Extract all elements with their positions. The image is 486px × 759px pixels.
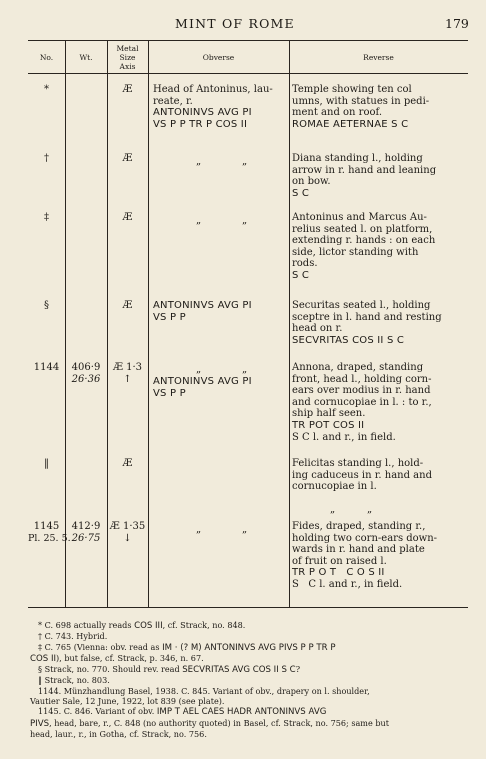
footnote-continuation: [30, 653, 470, 664]
reverse-line: Felicitas standing l., hold-: [292, 458, 424, 469]
obverse-legend: ANTONINVS AVG PI: [153, 300, 252, 311]
footnote-text: , head, bare, r., C. 848 (no authority quoted) in Basel, cf. Strack, no. 756; same but: [49, 717, 389, 728]
footnote-text: ‡ C. 765 (Vienna: obv. read as: [38, 641, 163, 652]
obverse-line: reate, r.: [153, 95, 193, 107]
reverse-description: [292, 458, 432, 493]
axis-arrow-icon: ↓: [123, 532, 132, 544]
row-metal: Æ: [122, 153, 133, 164]
footnote: [30, 706, 470, 717]
reverse-line: rods.: [292, 258, 318, 270]
reverse-legend: TR P O T C O S II: [292, 567, 385, 579]
ditto-mark: „: [242, 524, 248, 535]
row-no: †: [44, 153, 49, 164]
reverse-legend: ROMAE AETERNAE S C: [292, 118, 409, 130]
footnote-legend: IMP T AEL CAES HADR ANTONINVS AVG: [156, 707, 327, 718]
reverse-line: head on r.: [292, 323, 343, 335]
header-axis-line: Axis: [119, 62, 136, 71]
footnote-text: 1145. C. 846. Variant of obv.: [38, 706, 157, 717]
obverse-legend: ANTONINVS AVG PI: [153, 376, 252, 387]
reverse-line: ment and on roof.: [292, 107, 383, 119]
footnote-legend: IM · (? M) ANTONINVS AVG PIVS P P TR P: [162, 642, 336, 653]
obverse-legend: VS P P TR P COS II: [153, 118, 248, 130]
row-no: [28, 521, 71, 544]
reverse-line: S C l. and r., in field.: [292, 431, 396, 443]
table-header-rule: [28, 73, 468, 74]
obverse-description: [153, 376, 252, 399]
reverse-line: holding two corn-ears down-: [292, 532, 438, 544]
reverse-line: ears over modius in r. hand: [292, 385, 431, 397]
reverse-line: wards in r. hand and plate: [292, 544, 425, 556]
row-weight: [65, 362, 107, 385]
reverse-line: S C l. and r., in field.: [292, 578, 403, 590]
footnote-text: ‖ Strack, no. 803.: [38, 675, 110, 686]
obverse-legend: VS P P: [153, 387, 186, 399]
footnote: [30, 631, 470, 641]
footnote: [30, 642, 470, 653]
running-head: [0, 16, 486, 32]
row-metal: [107, 521, 148, 544]
reverse-line: on bow.: [292, 176, 331, 188]
footnotes: [30, 620, 470, 739]
footnote-text: Vautier Sale, 12 June, 1922, lot 839 (see plate).: [30, 696, 225, 707]
footnote-text: 1144. Münzhandlung Basel, 1938. C. 845. Variant of obv., drapery on l. shoulder,: [38, 685, 370, 696]
footnote-text: § Strack, no. 770. Should rev. read: [38, 664, 183, 675]
entry-number: 1145: [33, 521, 60, 532]
footnote-legend: SECVRITAS AVG COS II S C: [182, 665, 296, 676]
reverse-line: and cornucopiae in l. : to r.,: [292, 396, 432, 408]
reverse-line: extending r. hands : on each: [292, 235, 436, 247]
header-wt: Wt.: [79, 53, 93, 62]
row-metal: Æ: [122, 458, 133, 469]
reverse-description: [292, 300, 442, 346]
weight-grammes: 26·75: [71, 532, 101, 544]
footnote-text: * C. 698 actually reads: [38, 620, 135, 630]
reverse-line: Antoninus and Marcus Au-: [292, 212, 427, 223]
reverse-line: Temple showing ten col: [292, 84, 412, 95]
reverse-line: ing caduceus in r. hand and: [292, 469, 432, 481]
obverse-line: Head of Antoninus, lau-: [153, 84, 273, 95]
reverse-line: cornucopiae in l.: [292, 481, 377, 493]
page-title: MINT OF ROME: [175, 16, 295, 31]
reverse-line: relius seated l. on platform,: [292, 223, 433, 235]
column-divider: [289, 40, 290, 607]
footnote: [30, 620, 470, 631]
header-obverse: Obverse: [202, 53, 235, 62]
table-top-rule: [28, 40, 468, 41]
reverse-line: arrow in r. hand and leaning: [292, 164, 437, 176]
ditto-mark: „: [196, 215, 202, 226]
reverse-line: side, lictor standing with: [292, 246, 419, 258]
ditto-mark: „: [196, 524, 202, 535]
footnote-continuation: [30, 729, 470, 739]
ditto-mark: „: [196, 156, 202, 167]
reverse-description: [292, 521, 437, 591]
row-weight: [65, 521, 107, 544]
row-metal: [107, 362, 148, 385]
row-no: §: [44, 300, 49, 311]
row-metal: Æ: [122, 84, 133, 95]
reverse-line: Fides, draped, standing r.,: [292, 521, 426, 532]
footnote-text: , cf. Strack, no. 848.: [162, 620, 246, 630]
reverse-line: Annona, draped, standing: [292, 362, 424, 373]
obverse-description: [153, 300, 252, 323]
reverse-description: [292, 362, 432, 443]
page-number: 179: [445, 16, 469, 31]
plate-reference: Pl. 25. 5.: [28, 532, 71, 544]
footnote-legend: COS II: [30, 653, 57, 664]
reverse-line: front, head l., holding corn-: [292, 373, 432, 385]
reverse-legend: S C: [292, 269, 310, 281]
header-metal: [107, 44, 148, 71]
footnote: [30, 686, 470, 696]
reverse-line: umns, with statues in pedi-: [292, 95, 430, 107]
reverse-legend: SECVRITAS COS II S C: [292, 334, 405, 346]
ditto-mark: „: [196, 364, 202, 375]
metal-size: Æ 1·35: [109, 521, 146, 532]
footnote-continuation: [30, 696, 470, 706]
header-reverse: Reverse: [363, 53, 394, 62]
reverse-description: [292, 212, 435, 282]
footnote-text: head, laur., r., in Gotha, cf. Strack, no. 756.: [30, 728, 207, 739]
reverse-line: Diana standing l., holding: [292, 153, 423, 164]
footnote-legend: COS III: [134, 621, 163, 631]
row-no: *: [44, 84, 49, 95]
row-metal: Æ: [122, 300, 133, 311]
column-divider: [148, 40, 149, 607]
weight-grammes: 26·36: [71, 373, 101, 385]
header-metal-line: Metal: [116, 44, 139, 53]
ditto-mark: „: [242, 215, 248, 226]
header-no: No.: [39, 53, 54, 62]
reverse-legend: TR POT COS II: [292, 419, 365, 431]
footnote: [30, 675, 470, 685]
obverse-legend: VS P P: [153, 311, 186, 323]
ditto-mark: „ „: [330, 504, 373, 515]
ditto-mark: „: [242, 364, 248, 375]
footnote-legend: PIVS: [30, 718, 50, 729]
table-bottom-rule: [28, 607, 468, 608]
footnote-text: ), but false, cf. Strack, p. 346, n. 67.: [56, 652, 204, 663]
reverse-line: of fruit on raised l.: [292, 555, 387, 567]
footnote-text: † C. 743. Hybrid.: [38, 631, 108, 642]
metal-size: Æ 1·3: [112, 362, 143, 373]
weight-grains: 406·9: [71, 362, 101, 373]
row-no: ‡: [44, 212, 49, 223]
reverse-description: [292, 84, 429, 130]
footnote: [30, 664, 470, 675]
ditto-mark: „: [242, 156, 248, 167]
reverse-legend: S C: [292, 187, 310, 199]
reverse-description: [292, 153, 436, 199]
weight-grains: 412·9: [71, 521, 101, 532]
footnote-text: ?: [295, 664, 301, 675]
row-no: 1144: [33, 362, 60, 373]
row-no: ‖: [44, 458, 49, 469]
reverse-line: sceptre in l. hand and resting: [292, 311, 442, 323]
reverse-line: Securitas seated l., holding: [292, 300, 431, 311]
obverse-description: [153, 84, 273, 130]
footnote-continuation: [30, 718, 470, 729]
header-size-line: Size: [119, 53, 136, 62]
reverse-line: ship half seen.: [292, 408, 366, 420]
row-metal: Æ: [122, 212, 133, 223]
obverse-legend: ANTONINVS AVG PI: [153, 107, 252, 119]
axis-arrow-icon: ↑: [123, 373, 132, 385]
